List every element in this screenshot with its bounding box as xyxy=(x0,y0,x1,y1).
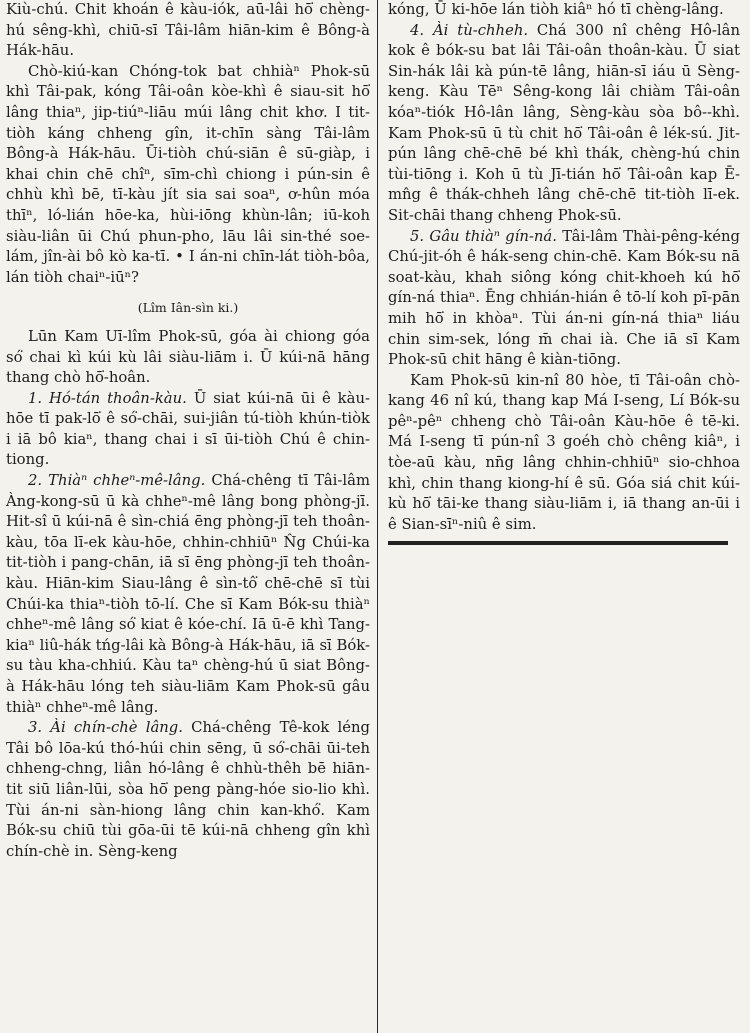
item-2 xyxy=(6,471,370,718)
item-4 xyxy=(388,21,740,227)
paragraph-continuation: Kiù-chú. Chit khoán ê kàu-iók, aū-lâi hō͘ chèng-hú sêng-khì, chiū-sī Tâi-lâm hiān-kim ê Bông-à Hák-hāu. xyxy=(6,1,370,60)
item-4-heading: 4. Ài tù-chheh. xyxy=(410,21,529,39)
paragraph-governor: Chò-kiú-kan Chóng-tok bat chhiàⁿ Phok-sū khì Tâi-pak, kóng Tâi-oân kòe-khì ê siau-sit hō͘ lâng thiaⁿ, jip-tiúⁿ-liāu múi lâng chit khơ. I tit-tiòh káng chheng gîn, it-chīn sàng Tâi-lâm Bông-à Hák-hāu. Ūi-tiòh chú-siān ê sū-giàp, i khai chin chē chîⁿ, sīm-chì chiong i pún-sin ê chhù khì bē, tī-kàu jít sia sai soaⁿ, ơ-hûn móa thīⁿ, ló-lián hōe-ka, hùi-iōng khùn-lân; iū-koh siàu-liân ūi Chú phun-pho, lāu lâi sin-thé soe-lám, jîn-ài bô kò ka-tī. • I án-ni chīn-lát tiòh-bôa, lán tiòh chaiⁿ-iūⁿ? xyxy=(6,62,370,286)
paragraph-closing: Kam Phok-sū kin-nî 80 hòe, tī Tâi-oân chò-kang 46 nî kú, thang kap Má I-seng, Lí Bók-su pêⁿ-pêⁿ chheng chò Tâi-oân Kàu-hōe ê tē-ki. Má I-seng tī pún-nî 3 goéh chò chêng kiâⁿ, i tòe-aū kàu, nn̄g lâng chhin-chhiūⁿ sio-chhoa khì, chin thang kiong-hí ê sū. Góa siá chit kúi-kù hō͘ tāi-ke thang siàu-liām i, iā thang an-ūi i ê Sian-sīⁿ-niû ê sim. xyxy=(388,371,740,533)
end-rule xyxy=(388,541,728,545)
item-1 xyxy=(6,389,370,471)
right-column xyxy=(388,0,740,545)
left-column xyxy=(6,0,370,862)
item-2-body: Chá-chêng tī Tâi-lâm Àng-kong-sū ū kà chheⁿ-mê lâng bong phòng-jī. Hit-sî ū kúi-nā ê sìn-chiá ēng phòng-jī teh thoân-kàu, tōa lī-ek kàu-hōe, chhin-chhiūⁿ N̂g Chúi-ka tit-tiòh i pang-chān, iā sī ēng phòng-jī teh thoân-kàu. Hiān-kim Siau-lâng ê sìn-tô͘ chē-chē sī tùi Chúi-ka thiaⁿ-tiòh tō-lí. Che sī Kam Bók-su thiàⁿ chheⁿ-mê lâng só͘ kiat ê kóe-chí. Iā ū-ē khì Tang-kiaⁿ liû-hák tńg-lâi kà Bông-à Hák-hāu, iā sī Bók-su tàu kha-chhiú. Kàu taⁿ chèng-hú ū siat Bông-à Hák-hāu lóng teh siàu-liām Kam Phok-sū gâu thiàⁿ chheⁿ-mê lâng. xyxy=(6,472,371,716)
item-4-body: Chá 300 nî chêng Hô-lân kok ê bók-su bat lâi Tâi-oân thoân-kàu. Ū siat Sin-hák lâi kà pún-tē lâng, hiān-sī iáu ū Sèng-keng. Kàu Tēⁿ Sêng-kong lâi chiàm Tâi-oân kóaⁿ-tiók Hô-lân lâng, Sèng-kàu sòa bô--khì. Kam Phok-sū ū tù chit hō͘ Tâi-oân ê lék-sú. Jit-pún lâng chē-chē bé khì thák, chèng-hú chin tùi-tiōng i. Koh ū tù Jī-tián hō͘ Tâi-oân kap Ē-mn̂g ê thák-chheh lâng chē-chē tit-tiòh lī-ek. Sit-chāi thang chheng Phok-sū. xyxy=(388,21,740,224)
column-divider xyxy=(377,0,378,1033)
item-3-heading: 3. Ài chín-chè lâng. xyxy=(28,719,183,737)
item-1-heading: 1. Hó-tán thoân-kàu. xyxy=(28,389,187,407)
item-2-heading: 2. Thiàⁿ chheⁿ-mê-lâng. xyxy=(28,472,206,490)
author-byline: (Lîm Iân-sìn ki.) xyxy=(137,300,239,316)
item-5-body: Tâi-lâm Thài-pêng-kéng Chú-jit-óh ê hák-seng chin-chē. Kam Bók-su nā soat-kàu, khah siông kóng chit-khoeh kú hō͘ gín-ná thiaⁿ. Ēng chhián-hián ê tō-lí koh pī-pān mih hō͘ in khòaⁿ. Tùi án-ni gín-ná thiaⁿ liáu chin sim-sek, lóng m̄ chai ià. Che iā sī Kam Phok-sū chit hāng ê kiàn-tiōng. xyxy=(388,227,740,369)
item-5 xyxy=(388,227,740,371)
paragraph-continuation-right: kóng, Ū ki-hōe lán tiòh kiâⁿ hó tī chèng-lâng. xyxy=(388,1,724,18)
item-3-body: Chá-chêng Tê-kok léng Tâi bô lōa-kú thó-húi chin sēng, ū só͘-chāi ūi-teh chheng-chng, liân hó-lâng ê chhù-thêh bē hiān-tit siū liân-lūi, sòa hō͘ peng pàng-hóe sio-lio khì. Tùi án-ni sàn-hiong lâng chin kan-khó͘. Kam Bók-su chiū tùi gōa-ūi tē kúi-nā chheng gîn khì chín-chè in. Sèng-keng xyxy=(6,719,370,860)
paragraph-intro: Lūn Kam Uī-lîm Phok-sū, góa ài chiong góa só͘ chai kì kúi kù lâi siàu-liām i. Ū kúi-nā hāng thang chò hō͘-hoân. xyxy=(6,327,370,387)
item-1-body: Ū siat kúi-nā ūi ê kàu-hōe tī pak-lō͘ ê só͘-chāi, sui-jiân tú-tiòh khún-tiòk i iā bô kiaⁿ, thang chai i sī ūi-tiòh Chú ê chin-tiong. xyxy=(6,389,370,469)
item-5-heading: 5. Gâu thiàⁿ gín-ná. xyxy=(410,227,557,245)
item-3 xyxy=(6,718,370,862)
